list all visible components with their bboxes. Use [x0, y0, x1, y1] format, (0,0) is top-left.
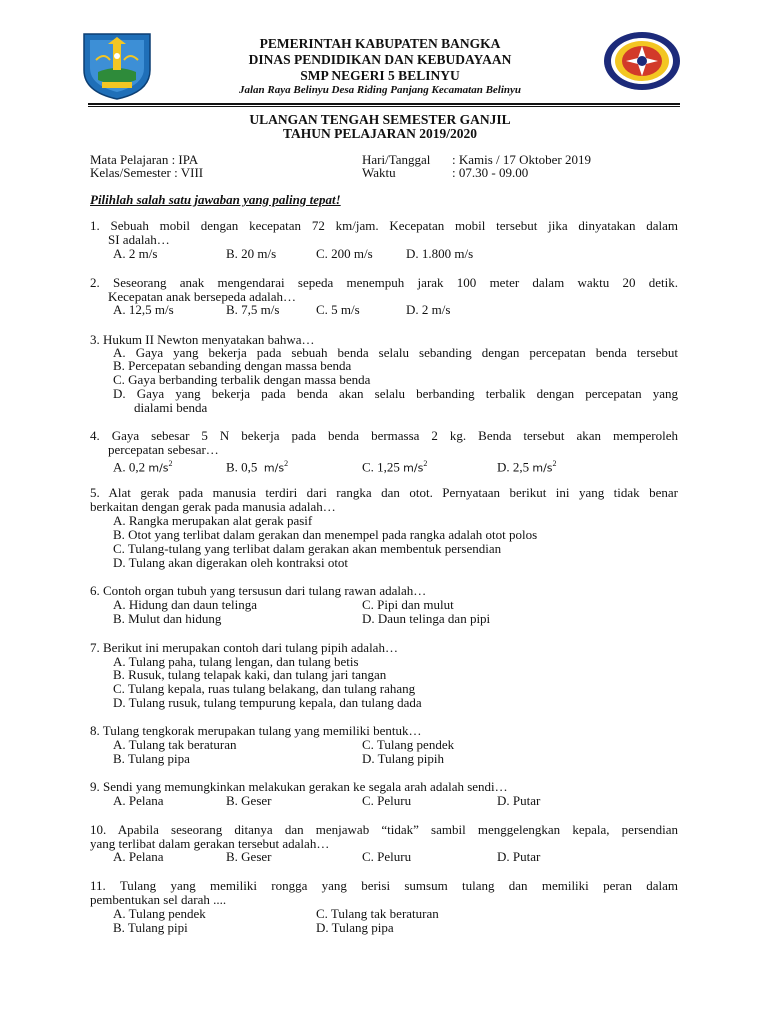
q2-option-b: B. 7,5 m/s: [226, 302, 280, 317]
meta-day-label: Hari/Tanggal: [362, 152, 431, 167]
q3-option-b: B. Percepatan sebanding dengan massa benda: [113, 358, 352, 373]
q8-option-a: A. Tulang tak beraturan: [113, 737, 237, 752]
exam-title: ULANGAN TENGAH SEMESTER GANJIL: [249, 112, 511, 127]
q8-option-b: B. Tulang pipa: [113, 751, 190, 766]
question-11-text-cont: pembentukan sel darah ....: [90, 892, 227, 907]
q2-option-c: C. 5 m/s: [316, 302, 360, 317]
school-seal-logo: [602, 30, 682, 92]
q8-option-d: D. Tulang pipih: [362, 751, 444, 766]
q9-option-d: D. Putar: [497, 793, 541, 808]
q6-option-d: D. Daun telinga dan pipi: [362, 611, 491, 626]
q3-option-a: A. Gaya yang bekerja pada sebuah benda selalu sebanding dengan percepatan benda tersebut: [113, 345, 678, 360]
question-2-text: 2. Seseorang anak mengendarai sepeda menempuh jarak 100 meter dalam waktu 20 detik.: [90, 275, 678, 290]
q9-option-a: A. Pelana: [113, 793, 164, 808]
q4-option-b: B. 0,5 $m/s^2$: [226, 459, 289, 475]
header-government: PEMERINTAH KABUPATEN BANGKA: [259, 36, 501, 51]
exam-year: TAHUN PELAJARAN 2019/2020: [282, 126, 477, 141]
question-5-text-cont: berkaitan dengan gerak pada manusia adalah…: [90, 499, 336, 514]
header-school: SMP NEGERI 5 BELINYU: [300, 68, 460, 83]
q1-option-a: A. 2 m/s: [113, 246, 158, 261]
question-7-text: 7. Berikut ini merupakan contoh dari tulang pipih adalah…: [90, 640, 398, 655]
question-10-text: 10. Apabila seseorang ditanya dan menjawab “tidak” sambil menggelengkan kepala, persendian: [90, 822, 678, 837]
question-3-text: 3. Hukum II Newton menyatakan bahwa…: [90, 332, 315, 347]
q1-option-b: B. 20 m/s: [226, 246, 277, 261]
question-8-text: 8. Tulang tengkorak merupakan tulang yang memiliki bentuk…: [90, 723, 422, 738]
question-2-text-cont: Kecepatan anak bersepeda adalah…: [108, 289, 297, 304]
header-department: DINAS PENDIDIKAN DAN KEBUDAYAAN: [248, 52, 512, 67]
q8-option-c: C. Tulang pendek: [362, 737, 455, 752]
question-1-text-cont: SI adalah…: [108, 232, 170, 247]
q7-option-b: B. Rusuk, tulang telapak kaki, dan tulang jari tangan: [113, 667, 387, 682]
q5-option-a: A. Rangka merupakan alat gerak pasif: [113, 513, 313, 528]
header-divider-thin: [88, 106, 680, 107]
q2-option-d: D. 2 m/s: [406, 302, 451, 317]
q4-option-c: C. 1,25 $m/s^2$: [362, 459, 428, 475]
q4-option-d: D. 2,5 $m/s^2$: [497, 459, 557, 475]
question-5-text: 5. Alat gerak pada manusia terdiri dari rangka dan otot. Pernyataan berikut ini yang tidak benar: [90, 485, 678, 500]
meta-subject: Mata Pelajaran : IPA: [90, 152, 199, 167]
q3-option-d-cont: dialami benda: [134, 400, 208, 415]
q7-option-c: C. Tulang kepala, ruas tulang belakang, dan tulang rahang: [113, 681, 416, 696]
question-4-text-cont: percepatan sebesar…: [108, 442, 219, 457]
q6-option-c: C. Pipi dan mulut: [362, 597, 454, 612]
q10-option-a: A. Pelana: [113, 849, 164, 864]
q6-option-b: B. Mulut dan hidung: [113, 611, 222, 626]
question-11-text: 11. Tulang yang memiliki rongga yang berisi sumsum tulang dan memiliki peran dalam: [90, 878, 678, 893]
q10-option-c: C. Peluru: [362, 849, 412, 864]
q10-option-b: B. Geser: [226, 849, 272, 864]
meta-time-label: Waktu: [362, 165, 396, 180]
meta-time-value: : 07.30 - 09.00: [452, 165, 529, 180]
q6-option-a: A. Hidung dan daun telinga: [113, 597, 258, 612]
question-10-text-cont: yang terlibat dalam gerakan tersebut adalah…: [90, 836, 330, 851]
meta-class: Kelas/Semester : VIII: [90, 165, 204, 180]
q1-option-d: D. 1.800 m/s: [406, 246, 474, 261]
q11-option-a: A. Tulang pendek: [113, 906, 206, 921]
q2-option-a: A. 12,5 m/s: [113, 302, 174, 317]
header-divider: [88, 103, 680, 105]
q5-option-b: B. Otot yang terlibat dalam gerakan dan menempel pada rangka adalah otot polos: [113, 527, 538, 542]
q3-option-c: C. Gaya berbanding terbalik dengan massa benda: [113, 372, 371, 387]
header-address: Jalan Raya Belinyu Desa Riding Panjang Kecamatan Belinyu: [238, 84, 522, 96]
q7-option-d: D. Tulang rusuk, tulang tempurung kepala, dan tulang dada: [113, 695, 422, 710]
question-9-text: 9. Sendi yang memungkinkan melakukan gerakan ke segala arah adalah sendi…: [90, 779, 508, 794]
question-4-text: 4. Gaya sebesar 5 N bekerja pada benda bermassa 2 kg. Benda tersebut akan memperoleh: [90, 428, 678, 443]
q11-option-b: B. Tulang pipi: [113, 920, 188, 935]
q7-option-a: A. Tulang paha, tulang lengan, dan tulang betis: [113, 654, 359, 669]
q11-option-c: C. Tulang tak beraturan: [316, 906, 439, 921]
kabupaten-bangka-logo: [78, 30, 156, 100]
q10-option-d: D. Putar: [497, 849, 541, 864]
q11-option-d: D. Tulang pipa: [316, 920, 394, 935]
q3-option-d: D. Gaya yang bekerja pada benda akan selalu berbanding terbalik dengan percepatan yang: [113, 386, 678, 401]
meta-day-value: : Kamis / 17 Oktober 2019: [452, 152, 592, 167]
q4-option-a: A. 0,2 $m/s^2$: [113, 459, 173, 475]
q5-option-c: C. Tulang-tulang yang terlibat dalam gerakan akan membentuk persendian: [113, 541, 502, 556]
instruction: Pilihlah salah satu jawaban yang paling tepat!: [90, 192, 341, 207]
q1-option-c: C. 200 m/s: [316, 246, 373, 261]
question-6-text: 6. Contoh organ tubuh yang tersusun dari tulang rawan adalah…: [90, 583, 427, 598]
question-1-text: 1. Sebuah mobil dengan kecepatan 72 km/jam. Kecepatan mobil tersebut jika dinyatakan dalam: [90, 218, 678, 233]
q9-option-c: C. Peluru: [362, 793, 412, 808]
q5-option-d: D. Tulang akan digerakan oleh kontraksi otot: [113, 555, 349, 570]
q9-option-b: B. Geser: [226, 793, 272, 808]
